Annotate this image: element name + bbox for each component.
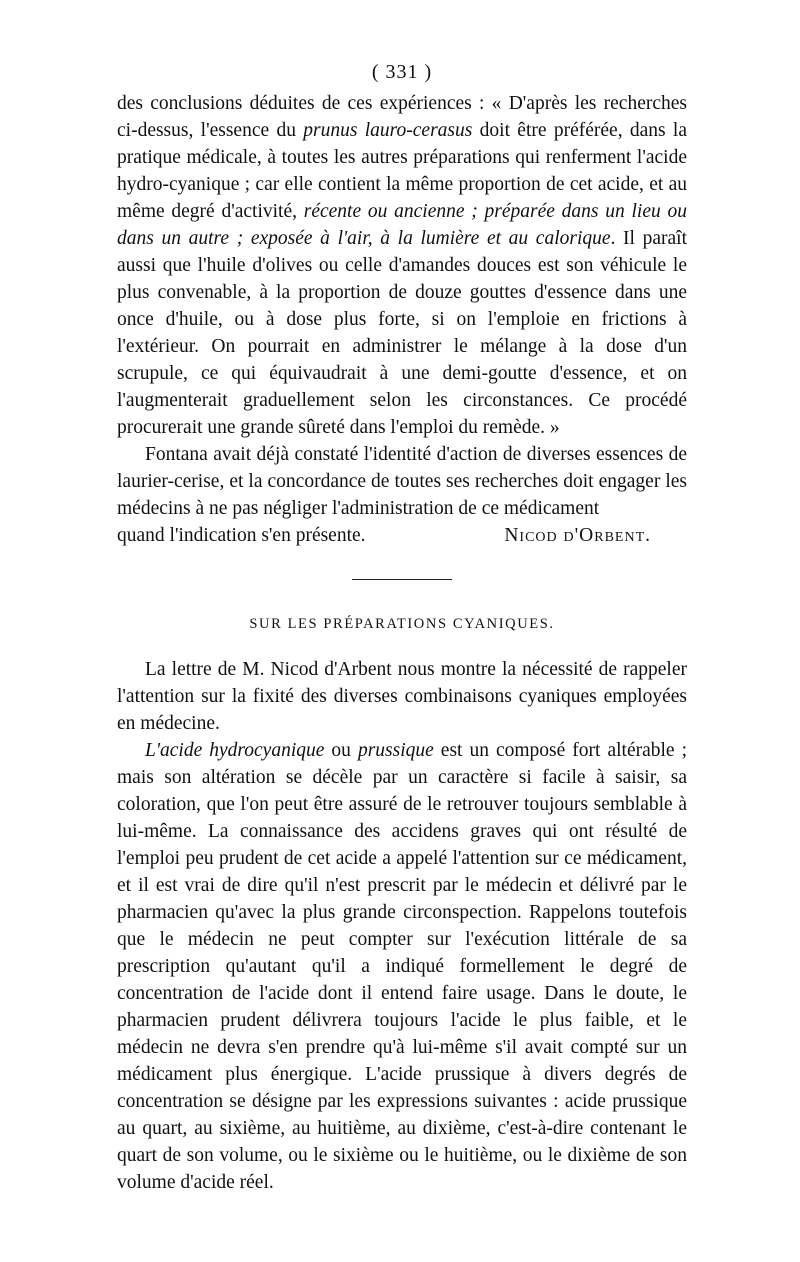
text-run: La lettre de M. Nicod d'Arbent nous montre la nécessité de rappeler l'attention sur la fixité des diverses combinaisons cyaniques employées en médecine.	[117, 659, 687, 734]
divider-rule	[352, 579, 452, 580]
text-run: Fontana avait déjà constaté l'identité d'action de diverses essences de laurier-cerise, et la concordance de toutes ses recherches doit engager les médecins à ne pas négliger l'administration de ce médicament	[117, 444, 687, 519]
text-run: des conclusions déduites de ces expériences : « D'après les recherches ci-dessus, l'essence du	[117, 93, 687, 141]
paragraph-intro	[117, 656, 687, 737]
paragraph-quote-end	[117, 90, 687, 441]
italic-prussique: prussique	[357, 740, 434, 761]
document-page	[117, 58, 687, 1196]
text-run: . Il paraît aussi que l'huile d'olives ou celle d'amandes douces est son véhicule le plus convenable, à la proportion de douze gouttes d'essence dans une once d'huile, ou à dose plus forte, si on l'emploie en frictions à l'extérieur. On pourrait en administrer le mélange à la dose d'un scrupule, ce qui équivaudrait à une demi-goutte d'essence, et on l'augmenterait graduellement selon les circonstances. Ce procédé procurerait une grande sûreté dans l'emploi du remède. »	[117, 228, 687, 438]
section-title: SUR LES PRÉPARATIONS CYANIQUES.	[249, 616, 555, 632]
section-divider	[117, 579, 687, 580]
author-signature: Nicod d'Orbent.	[504, 525, 651, 546]
text-run: est un composé fort altérable ; mais son altération se décèle par un caractère si facile à saisir, sa coloration, que l'on peut être assuré de le retrouver toujours semblable à lui-même. La connaissance des accidens graves qui ont résulté de l'emploi peu prudent de cet acide a appelé l'attention sur ce médicament, et il est vrai de dire qu'il n'est prescrit par le médecin et délivré par le pharmacien qu'avec la plus grande circonspection. Rappelons toutefois que le médecin ne peut compter sur l'exécution littérale de sa prescription qu'autant qu'il a indiqué formellement le degré de concentration de l'acide dont il entend faire usage. Dans le doute, le pharmacien prudent délivrera toujours l'acide le plus faible, et le médecin ne devra s'en prendre qu'à lui-même s'il avait compté sur un médicament plus énergique. L'acide prussique à divers degrés de concentration se désigne par les expressions suivantes : acide prussique au quart, au sixième, au huitième, au dixième, c'est-à-dire contenant le quart de son volume, ou le sixième ou le huitième, ou le dixième de son volume d'acide réel.	[117, 740, 688, 1193]
italic-species-name: prunus lauro-cerasus	[303, 120, 473, 141]
italic-phrase: récente ou ancienne ; préparée dans un lieu ou dans un autre ; exposée à l'air, à la lumière et au calorique	[117, 201, 687, 249]
signature-line	[117, 522, 687, 549]
text-run: ou	[324, 740, 358, 761]
closing-text: quand l'indication s'en présente.	[117, 525, 366, 546]
italic-acid-name: L'acide hydrocyanique	[145, 740, 325, 761]
paragraph-fontana	[117, 441, 687, 522]
page-number: ( 331 )	[371, 61, 433, 83]
paragraph-acid	[117, 737, 687, 1196]
text-run: doit être préférée, dans la pratique médicale, à toutes les autres préparations qui renferment l'acide hydro-cyanique ; car elle contient la même proportion de cet acide, et au même degré d'activité,	[117, 120, 687, 222]
